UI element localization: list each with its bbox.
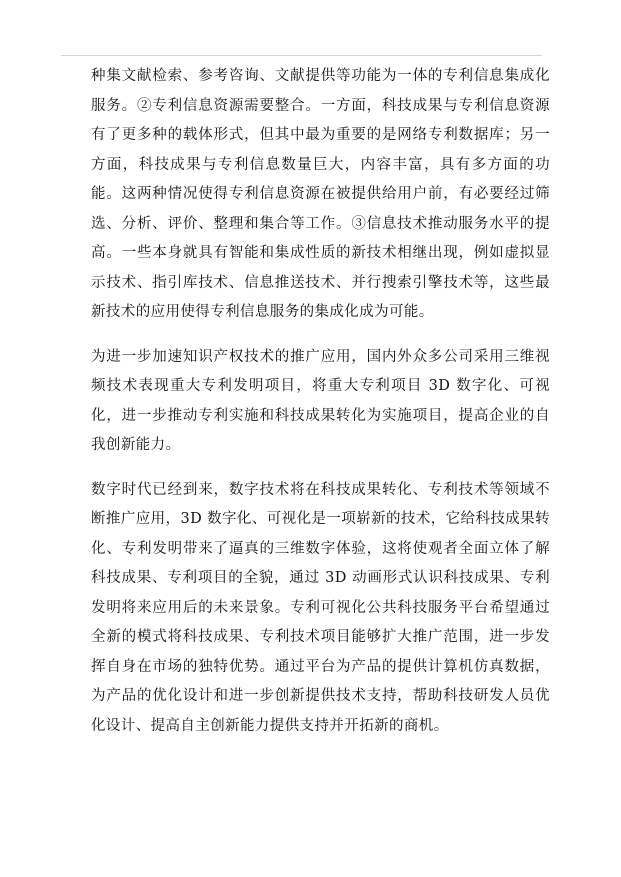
paragraph-2: 为进一步加速知识产权技术的推广应用，国内外众多公司采用三维视频技术表现重大专利发明项目，将重大专利项目 3D 数字化、可视化，进一步推动专利实施和科技成果转化为实施项目，提高企业的自我创新能力。 xyxy=(91,348,550,453)
paragraph-1: 种集文献检索、参考咨询、文献提供等功能为一体的专利信息集成化服务。②专利信息资源需要整合。一方面，科技成果与专利信息资源有了更多种的载体形式，但其中最为重要的是网络专利数据库；另一方面，科技成果与专利信息数量巨大，内容丰富，具有多方面的功能。这两种情况使得专利信息资源在被提供给用户前，有必要经过筛选、分析、评价、整理和集合等工作。③信息技术推动服务水平的提高。一些本身就具有智能和集成性质的新技术相继出现，例如虚拟显示技术、指引库技术、信息推送技术、并行搜索引擎技术等，这些最新技术的应用使得专利信息服务的集成化成为可能。 xyxy=(91,68,550,320)
paragraph-3: 数字时代已经到来，数字技术将在科技成果转化、专利技术等领域不断推广应用，3D 数字化、可视化是一项崭新的技术，它给科技成果转化、专利发明带来了逼真的三维数字体验，这将使观者全面立体了解科技成果、专利项目的全貌，通过 3D 动画形式认识科技成果、专利发明将来应用后的未来景象。专利可视化公共科技服务平台希望通过全新的模式将科技成果、专利技术项目能够扩大推广范围，进一步发挥自身在市场的独特优势。通过平台为产品的提供计算机仿真数据，为产品的优化设计和进一步创新提供技术支持，帮助科技研发人员优化设计、提高自主创新能力提供支持并开拓新的商机。 xyxy=(91,481,550,734)
header-divider xyxy=(61,55,542,56)
document-body xyxy=(91,62,550,741)
